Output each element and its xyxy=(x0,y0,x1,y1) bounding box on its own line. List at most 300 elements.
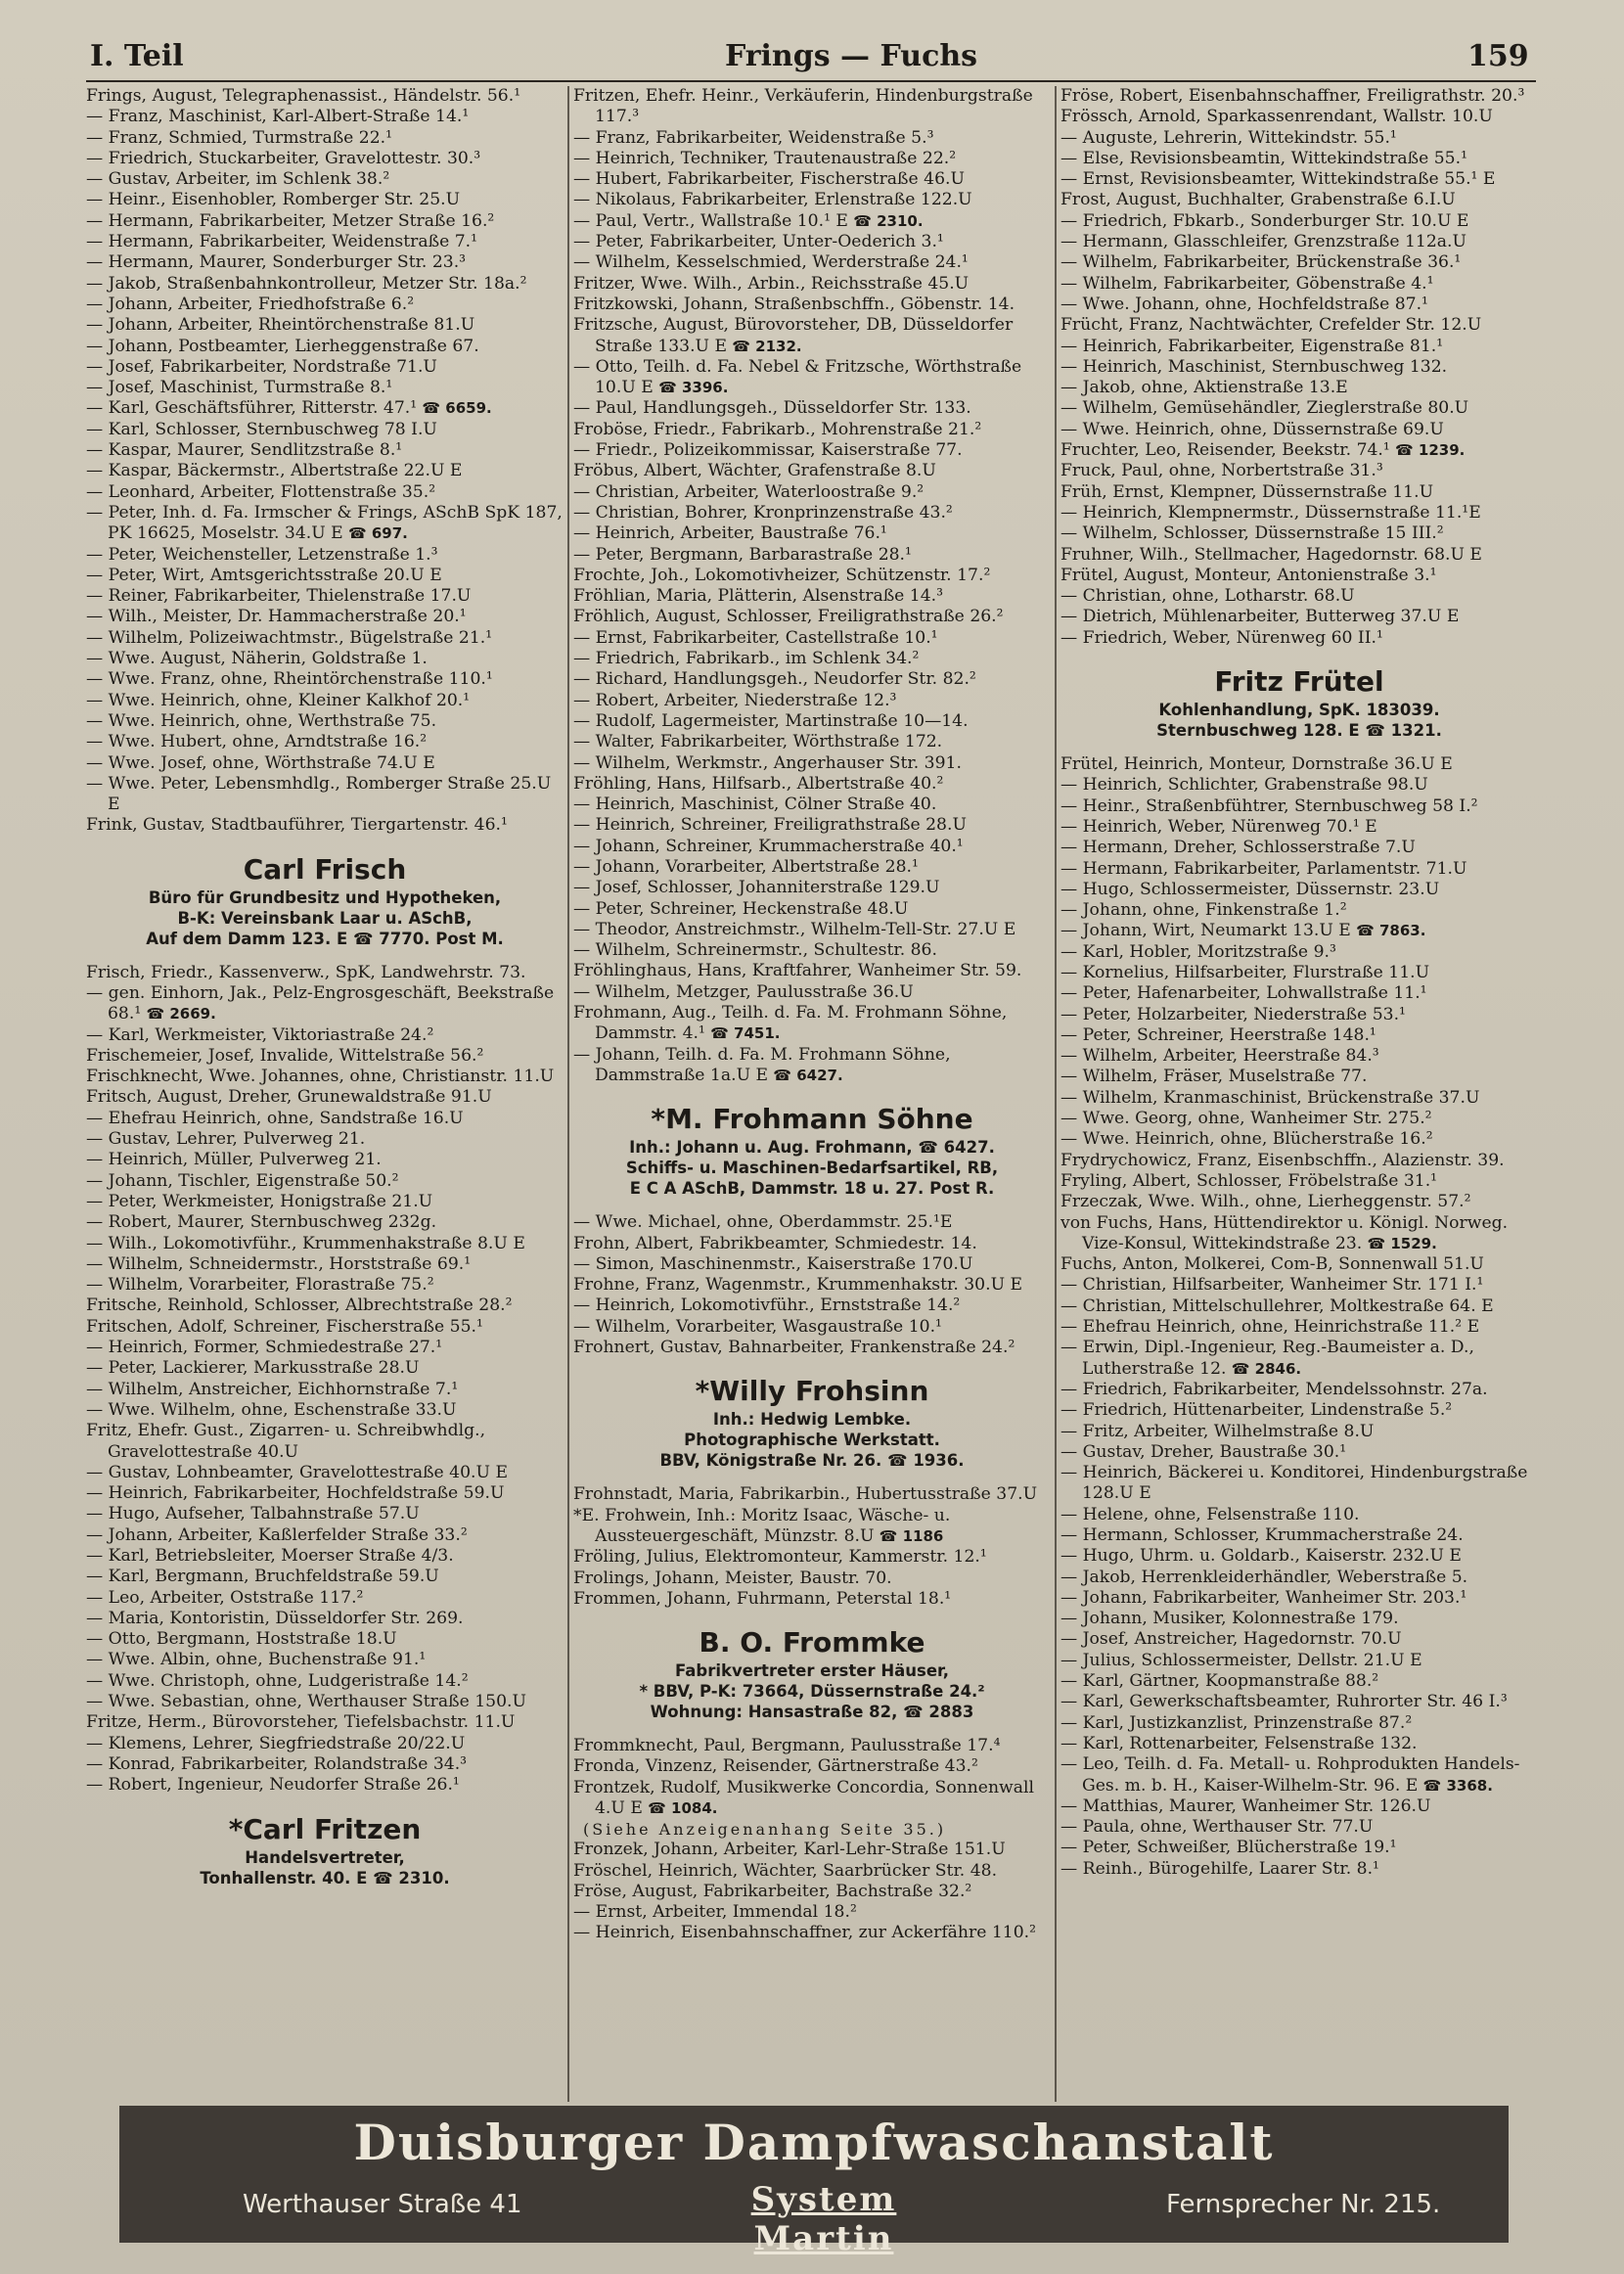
directory-entry xyxy=(1060,1754,1538,1796)
advertisement-box xyxy=(579,1625,1045,1722)
directory-entry xyxy=(573,128,1051,149)
entry-text: — Peter, Schweißer, Blücherstraße 19.¹ xyxy=(1060,1838,1397,1858)
directory-entry xyxy=(86,211,564,232)
directory-entry xyxy=(1060,566,1538,586)
entry-text: — Wilhelm, Vorarbeiter, Florastraße 75.² xyxy=(86,1275,434,1296)
directory-entry xyxy=(86,1483,564,1504)
directory-entry xyxy=(1060,1317,1538,1338)
entry-text: — Richard, Handlungsgeh., Neudorfer Str. 82.² xyxy=(573,669,976,690)
directory-entry xyxy=(86,963,564,983)
directory-entry xyxy=(573,1861,1051,1882)
directory-entry xyxy=(86,1192,564,1212)
column-divider xyxy=(567,86,569,2102)
directory-entry xyxy=(86,1629,564,1650)
directory-entry xyxy=(1060,838,1538,858)
directory-entry xyxy=(573,86,1051,128)
directory-entry xyxy=(86,274,564,295)
directory-entry xyxy=(86,378,564,398)
entry-text: Frütel, Heinrich, Monteur, Dornstraße 36.U E xyxy=(1060,754,1453,775)
entry-phone: ☎ 3368. xyxy=(1418,1776,1493,1795)
directory-entry xyxy=(1060,190,1538,210)
entry-text: — Franz, Fabrikarbeiter, Weidenstraße 5.³ xyxy=(573,127,934,148)
directory-entry xyxy=(1060,128,1538,149)
entry-text: — Wilhelm, Schreinermstr., Schultestr. 86. xyxy=(573,940,937,961)
directory-entry xyxy=(86,1067,564,1087)
entry-text: — Karl, Rottenarbeiter, Felsenstraße 132. xyxy=(1060,1733,1418,1753)
entry-text: — Heinrich, Maschinist, Cölner Straße 40. xyxy=(573,795,937,815)
entry-text: — Karl, Gärtner, Koopmanstraße 88.² xyxy=(1060,1671,1379,1692)
directory-entry xyxy=(86,1400,564,1421)
advertisement-box xyxy=(579,1374,1045,1471)
entry-text: — Hugo, Schlossermeister, Düssernstr. 23.U xyxy=(1060,879,1440,899)
directory-entry xyxy=(1060,1088,1538,1109)
entry-text: — Karl, Betriebsleiter, Moerser Straße 4/3. xyxy=(86,1546,454,1566)
directory-entry xyxy=(86,1254,564,1275)
entry-text: — Heinrich, Maschinist, Sternbuschweg 132. xyxy=(1060,356,1448,377)
directory-entry xyxy=(573,857,1051,878)
directory-entry xyxy=(1060,1213,1538,1255)
directory-entry xyxy=(86,1734,564,1754)
directory-entry xyxy=(573,440,1051,461)
directory-entry xyxy=(573,232,1051,252)
directory-entry xyxy=(1060,1275,1538,1296)
entry-text: Fritzen, Ehefr. Heinr., Verkäuferin, Hindenburgstraße 117.³ xyxy=(573,86,1033,127)
entry-text: Fruck, Paul, ohne, Norbertstraße 31.³ xyxy=(1060,461,1383,481)
entry-text: — Peter, Lackierer, Markusstraße 28.U xyxy=(86,1358,420,1379)
directory-entry xyxy=(1060,1692,1538,1712)
directory-entry xyxy=(1060,880,1538,900)
entry-text: — Wilhelm, Kesselschmied, Werderstraße 24.¹ xyxy=(573,252,969,273)
directory-entry xyxy=(1060,1651,1538,1671)
directory-entry xyxy=(573,732,1051,752)
directory-entry xyxy=(86,461,564,481)
directory-entry xyxy=(86,566,564,586)
directory-entry xyxy=(86,1212,564,1233)
directory-entry xyxy=(1060,1525,1538,1546)
directory-entry xyxy=(573,1506,1051,1548)
directory-entry xyxy=(86,649,564,669)
directory-entry xyxy=(1060,398,1538,419)
directory-entry xyxy=(1060,628,1538,649)
entry-text: — Ernst, Fabrikarbeiter, Castellstraße 10.¹ xyxy=(573,627,938,648)
entry-text: — Heinrich, Fabrikarbeiter, Hochfeldstraße 59.U xyxy=(86,1483,505,1504)
directory-entry xyxy=(86,1567,564,1587)
directory-entry xyxy=(573,899,1051,920)
entry-text: — Hermann, Maurer, Sonderburger Str. 23.³ xyxy=(86,252,467,273)
directory-entry xyxy=(86,503,564,545)
directory-entry xyxy=(1060,963,1538,983)
advertisement-line: B-K: Vereinsbank Laar u. ASchB, xyxy=(177,908,473,928)
advertisement-name: *Carl Fritzen xyxy=(228,1812,422,1845)
entry-text: — Johann, Teilh. d. Fa. M. Frohmann Söhne, Dammstraße 1a.U E xyxy=(573,1044,951,1085)
directory-entry xyxy=(86,1317,564,1338)
entry-text: Frzeczak, Wwe. Wilh., ohne, Lierheggenstr. 57.² xyxy=(1060,1192,1471,1212)
entry-text: — Heinrich, Bäckerei u. Konditorei, Hindenburgstraße 128.U E xyxy=(1060,1463,1528,1504)
entry-text: — Otto, Teilh. d. Fa. Nebel & Fritzsche, Wörthstraße 10.U E xyxy=(573,356,1022,398)
advertisement-name: Carl Frisch xyxy=(243,852,407,886)
entry-text: — Johann, Vorarbeiter, Albertstraße 28.¹ xyxy=(573,856,919,877)
advertisement-line: Kohlenhandlung, SpK. 183039. xyxy=(1158,701,1440,720)
advertisement-name: B. O. Frommke xyxy=(699,1626,925,1660)
entry-text: — Wilhelm, Kranmaschinist, Brückenstraße 37.U xyxy=(1060,1087,1480,1108)
directory-entry xyxy=(573,315,1051,357)
entry-text: — Wilhelm, Arbeiter, Heerstraße 84.³ xyxy=(1060,1046,1379,1067)
advertisement-box xyxy=(92,852,558,949)
directory-entry xyxy=(1060,461,1538,481)
entry-text: — Heinrich, Eisenbahnschaffner, zur Ackerfähre 110.² xyxy=(573,1923,1037,1943)
entry-text: Fritze, Herm., Bürovorsteher, Tiefelsbachstr. 11.U xyxy=(86,1712,516,1733)
directory-entry xyxy=(1060,252,1538,273)
directory-entry xyxy=(1060,1713,1538,1734)
entry-text: — Heinrich, Lokomotivführ., Ernststraße 14.² xyxy=(573,1296,961,1316)
directory-entry xyxy=(1060,523,1538,544)
directory-entry xyxy=(573,420,1051,440)
entry-text: — Karl, Hobler, Moritzstraße 9.³ xyxy=(1060,941,1336,962)
directory-entry xyxy=(1060,586,1538,607)
entry-text: — Matthias, Maurer, Wanheimer Str. 126.U xyxy=(1060,1796,1431,1816)
directory-entry xyxy=(1060,482,1538,503)
entry-phone: ☎ 1186 xyxy=(874,1526,944,1545)
directory-entry xyxy=(573,649,1051,669)
directory-entry xyxy=(1060,817,1538,838)
directory-entry xyxy=(1060,1046,1538,1067)
entry-text: — Wwe. Franz, ohne, Rheintörchenstraße 110.¹ xyxy=(86,669,493,690)
column-2 xyxy=(573,86,1051,2100)
directory-entry xyxy=(1060,1296,1538,1317)
entry-text: Frischemeier, Josef, Invalide, Wittelstraße 56.² xyxy=(86,1045,484,1066)
entry-text: — Wilhelm, Schneidermstr., Horststraße 69.¹ xyxy=(86,1253,472,1274)
directory-entry xyxy=(573,1756,1051,1777)
entry-text: Frydrychowicz, Franz, Eisenbschffn., Alazienstr. 39. xyxy=(1060,1150,1505,1170)
entry-text: — Heinrich, Schlichter, Grabenstraße 98.U xyxy=(1060,775,1428,796)
entry-text: Fröling, Julius, Elektromonteur, Kammerstr. 12.¹ xyxy=(573,1547,987,1568)
directory-entry xyxy=(573,398,1051,419)
entry-text: — Konrad, Fabrikarbeiter, Rolandstraße 34.³ xyxy=(86,1753,468,1774)
directory-entry xyxy=(86,337,564,357)
entry-text: — Wilhelm, Fabrikarbeiter, Brückenstraße 36.¹ xyxy=(1060,252,1462,273)
directory-entry xyxy=(1060,1588,1538,1609)
directory-entry xyxy=(1060,440,1538,461)
entry-text: Fronda, Vinzenz, Reisender, Gärtnerstraße 43.² xyxy=(573,1756,978,1777)
directory-entry xyxy=(86,1234,564,1254)
entry-text: — Josef, Schlosser, Johanniterstraße 129.U xyxy=(573,878,940,898)
directory-entry xyxy=(1060,1192,1538,1212)
directory-entry xyxy=(573,753,1051,774)
entry-text: — Heinr., Straßenbfühtrer, Sternbuschweg 58 I.² xyxy=(1060,796,1478,816)
entry-text: von Fuchs, Hans, Hüttendirektor u. Königl. Norweg. Vize-Konsul, Wittekindstraße 23. xyxy=(1060,1212,1509,1253)
entry-text: — Gustav, Lohnbeamter, Gravelottestraße 40.U E xyxy=(86,1462,509,1482)
entry-text: — Christian, ohne, Lotharstr. 68.U xyxy=(1060,586,1355,607)
directory-entry xyxy=(573,190,1051,210)
directory-entry xyxy=(86,86,564,107)
directory-entry xyxy=(573,795,1051,815)
entry-text: Frischknecht, Wwe. Johannes, ohne, Christianstr. 11.U xyxy=(86,1067,555,1087)
directory-entry xyxy=(86,753,564,774)
directory-entry xyxy=(1060,1400,1538,1421)
directory-entry xyxy=(86,1087,564,1108)
directory-entry xyxy=(1060,420,1538,440)
entry-text: — Peter, Holzarbeiter, Niederstraße 53.¹ xyxy=(1060,1004,1406,1024)
entry-text: Fritzer, Wwe. Wilh., Arbin., Reichsstraße 45.U xyxy=(573,273,970,294)
directory-entry xyxy=(1060,357,1538,378)
directory-entry xyxy=(86,295,564,315)
directory-entry xyxy=(1060,1109,1538,1129)
entry-text: — Heinrich, Former, Schmiedestraße 27.¹ xyxy=(86,1338,443,1358)
directory-entry xyxy=(1060,1817,1538,1838)
entry-text: Frolings, Johann, Meister, Baustr. 70. xyxy=(573,1568,892,1588)
directory-entry xyxy=(86,1025,564,1046)
directory-entry xyxy=(573,461,1051,481)
entry-text: — Karl, Schlosser, Sternbuschweg 78 I.U xyxy=(86,419,437,439)
entry-text: — Friedrich, Fabrikarbeiter, Mendelssohnstr. 27a. xyxy=(1060,1379,1488,1399)
entry-text: — Christian, Bohrer, Kronprinzenstraße 43.² xyxy=(573,502,953,523)
column-1 xyxy=(86,86,564,2100)
entry-text: — Peter, Fabrikarbeiter, Unter-Oederich 3.¹ xyxy=(573,232,944,252)
entry-text: Fryling, Albert, Schlosser, Fröbelstraße 31.¹ xyxy=(1060,1170,1438,1191)
entry-text: — Heinrich, Techniker, Trautenaustraße 22.² xyxy=(573,148,957,168)
directory-entry xyxy=(86,1150,564,1170)
directory-entry xyxy=(573,691,1051,711)
directory-entry xyxy=(86,1109,564,1129)
entry-text: — gen. Einhorn, Jak., Pelz-Engrosgeschäft, Beekstraße 68.¹ xyxy=(86,982,555,1024)
directory-entry xyxy=(573,566,1051,586)
entry-text: Fröbus, Albert, Wächter, Grafenstraße 8.U xyxy=(573,461,936,481)
entry-text: Fröschel, Heinrich, Wächter, Saarbrücker Str. 48. xyxy=(573,1860,998,1881)
entry-phone: ☎ 1529. xyxy=(1362,1234,1437,1252)
banner-system: System Martin xyxy=(750,2180,897,2258)
entry-text: — Wwe. Josef, ohne, Wörthstraße 74.U E xyxy=(86,752,435,773)
directory-entry xyxy=(1060,1838,1538,1858)
entry-text: — Heinrich, Klempnermstr., Düssernstraße 11.¹E xyxy=(1060,502,1481,523)
directory-entry xyxy=(1060,1338,1538,1380)
directory-entry xyxy=(1060,107,1538,127)
entry-text: — Wwe. Johann, ohne, Hochfeldstraße 87.¹ xyxy=(1060,294,1428,314)
entry-text: — Reinh., Bürogehilfe, Laarer Str. 8.¹ xyxy=(1060,1858,1379,1879)
entry-text: Frohne, Franz, Wagenmstr., Krummenhakstr. 30.U E xyxy=(573,1275,1023,1296)
directory-entry xyxy=(1060,1629,1538,1650)
directory-entry xyxy=(86,169,564,190)
directory-entry xyxy=(86,1525,564,1546)
directory-entry xyxy=(1060,796,1538,817)
entry-text: — Friedrich, Fbkarb., Sonderburger Str. 10.U E xyxy=(1060,210,1469,231)
entry-phone: ☎ 2846. xyxy=(1226,1359,1302,1378)
entry-text: — Jakob, ohne, Aktienstraße 13.E xyxy=(1060,378,1348,398)
entry-text: — Walter, Fabrikarbeiter, Wörthstraße 172. xyxy=(573,732,943,752)
directory-entry xyxy=(573,837,1051,857)
entry-text: — Gustav, Lehrer, Pulverweg 21. xyxy=(86,1129,366,1150)
directory-entry xyxy=(86,1275,564,1296)
directory-entry xyxy=(1060,1171,1538,1192)
directory-entry xyxy=(1060,1442,1538,1463)
entry-text: — Johann, Arbeiter, Friedhofstraße 6.² xyxy=(86,294,415,314)
entry-text: — Wilhelm, Werkmstr., Angerhauser Str. 391. xyxy=(573,752,962,773)
directory-entry xyxy=(1060,274,1538,295)
directory-entry xyxy=(573,1736,1051,1756)
banner-phone: Fernsprecher Nr. 215. xyxy=(1166,2190,1441,2219)
directory-entry xyxy=(86,628,564,649)
directory-entry xyxy=(86,232,564,252)
entry-text: — Hubert, Fabrikarbeiter, Fischerstraße 46.U xyxy=(573,169,965,190)
entry-text: — Wwe. August, Näherin, Goldstraße 1. xyxy=(86,649,428,669)
entry-phone: ☎ 7863. xyxy=(1350,922,1426,940)
directory-entry xyxy=(86,1546,564,1567)
entry-text: — Hugo, Uhrm. u. Goldarb., Kaiserstr. 232.U E xyxy=(1060,1546,1462,1567)
directory-entry xyxy=(1060,942,1538,963)
entry-text: Frink, Gustav, Stadtbauführer, Tiergartenstr. 46.¹ xyxy=(86,815,508,836)
directory-entry xyxy=(573,1547,1051,1568)
entry-text: — Karl, Werkmeister, Viktoriastraße 24.² xyxy=(86,1024,434,1045)
banner-title: Duisburger Dampfwaschanstalt xyxy=(353,2114,1275,2171)
entry-text: — Paul, Handlungsgeh., Düsseldorfer Str. 133. xyxy=(573,398,971,419)
directory-entry xyxy=(86,815,564,836)
directory-entry xyxy=(1060,1796,1538,1817)
entry-text: — Johann, Musiker, Kolonnestraße 179. xyxy=(1060,1609,1399,1629)
entry-text: — Wilhelm, Metzger, Paulusstraße 36.U xyxy=(573,981,914,1002)
directory-entry xyxy=(1060,232,1538,252)
entry-text: — Peter, Hafenarbeiter, Lohwallstraße 11.¹ xyxy=(1060,983,1427,1004)
directory-entry xyxy=(86,1380,564,1400)
entry-text: — Nikolaus, Fabrikarbeiter, Erlenstraße 122.U xyxy=(573,190,972,210)
entry-text: Fritsch, August, Dreher, Grunewaldstraße 91.U xyxy=(86,1087,492,1108)
entry-text: — Johann, ohne, Finkenstraße 1.² xyxy=(1060,900,1347,921)
entry-text: Fronzek, Johann, Arbeiter, Karl-Lehr-Straße 151.U xyxy=(573,1840,1006,1860)
entry-text: Fritz, Ehefr. Gust., Zigarren- u. Schreibwhdlg., Gravelottestraße 40.U xyxy=(86,1421,486,1462)
directory-entry xyxy=(573,482,1051,503)
advertisement-line: Wohnung: Hansastraße 82, ☎ 2883 xyxy=(650,1703,974,1722)
directory-entry xyxy=(573,211,1051,232)
entry-text: Frings, August, Telegraphenassist., Händelstr. 56.¹ xyxy=(86,86,521,106)
directory-entry xyxy=(573,586,1051,607)
entry-text: — Leo, Arbeiter, Oststraße 117.² xyxy=(86,1587,364,1608)
entry-text: — Rudolf, Lagermeister, Martinstraße 10—14. xyxy=(573,710,969,731)
entry-text: — Else, Revisionsbeamtin, Wittekindstraße 55.¹ xyxy=(1060,148,1467,168)
entry-text: — Wwe. Heinrich, ohne, Kleiner Kalkhof 20.¹ xyxy=(86,690,471,710)
entry-text: — Friedrich, Stuckarbeiter, Gravelottestr. 30.³ xyxy=(86,148,481,168)
directory-entry xyxy=(573,1589,1051,1610)
directory-entry xyxy=(86,357,564,378)
entry-text: — Heinrich, Arbeiter, Baustraße 76.¹ xyxy=(573,523,887,544)
entry-text: — Peter, Inh. d. Fa. Irmscher & Frings, ASchB SpK 187, PK 16625, Moselstr. 34.U E xyxy=(86,502,563,544)
entry-text: — Reiner, Fabrikarbeiter, Thielenstraße 17.U xyxy=(86,586,472,607)
entry-text: Fritsche, Reinhold, Schlosser, Albrechtstraße 28.² xyxy=(86,1296,513,1316)
entry-text: — Simon, Maschinenmstr., Kaiserstraße 170.U xyxy=(573,1253,973,1274)
reference-note: (Siehe Anzeigenanhang Seite 35.) xyxy=(583,1820,947,1840)
entry-text: — Peter, Bergmann, Barbarastraße 28.¹ xyxy=(573,544,912,565)
entry-text: — Theodor, Anstreichmstr., Wilhelm-Tell-Str. 27.U E xyxy=(573,919,1016,939)
directory-entry xyxy=(86,128,564,149)
entry-text: — Heinrich, Müller, Pulverweg 21. xyxy=(86,1150,382,1170)
entry-text: — Hermann, Glasschleifer, Grenzstraße 112a.U xyxy=(1060,232,1466,252)
entry-text: — Wwe. Heinrich, ohne, Blücherstraße 16.² xyxy=(1060,1129,1433,1150)
directory-entry xyxy=(86,482,564,503)
directory-entry xyxy=(573,1045,1051,1087)
directory-entry xyxy=(1060,1671,1538,1692)
directory-entry xyxy=(1060,921,1538,941)
entry-text: — Maria, Kontoristin, Düsseldorfer Str. 269. xyxy=(86,1608,464,1628)
entry-text: — Wwe. Albin, ohne, Buchenstraße 91.¹ xyxy=(86,1650,427,1670)
entry-text: — Franz, Maschinist, Karl-Albert-Straße 14.¹ xyxy=(86,107,470,127)
entry-text: Frontzek, Rudolf, Musikwerke Concordia, Sonnenwall 4.U E xyxy=(573,1777,1035,1818)
directory-entry xyxy=(86,1358,564,1379)
directory-entry xyxy=(86,1650,564,1670)
directory-entry xyxy=(1060,1463,1538,1505)
directory-entry xyxy=(1060,1025,1538,1046)
entry-phone: ☎ 7451. xyxy=(704,1024,781,1043)
directory-entry xyxy=(573,149,1051,169)
entry-text: — Dietrich, Mühlenarbeiter, Butterweg 37.U E xyxy=(1060,607,1460,627)
advertisement-box xyxy=(579,1102,1045,1199)
entry-text: — Otto, Bergmann, Hoststraße 18.U xyxy=(86,1629,397,1650)
entry-text: — Karl, Justizkanzlist, Prinzenstraße 87.² xyxy=(1060,1712,1413,1733)
entry-phone: ☎ 3396. xyxy=(653,379,729,397)
entry-text: Froböse, Friedr., Fabrikarb., Mohrenstraße 21.² xyxy=(573,419,982,439)
entry-text: — Wilhelm, Gemüsehändler, Zieglerstraße 80.U xyxy=(1060,398,1469,419)
entry-text: — Wwe. Sebastian, ohne, Werthauser Straße 150.U xyxy=(86,1692,527,1712)
directory-entry xyxy=(573,274,1051,295)
directory-entry xyxy=(573,774,1051,795)
entry-text: Frohnert, Gustav, Bahnarbeiter, Frankenstraße 24.² xyxy=(573,1338,1015,1358)
entry-phone: ☎ 697. xyxy=(342,524,408,543)
directory-entry xyxy=(86,1775,564,1796)
directory-entry xyxy=(86,440,564,461)
advertisement-line: Inh.: Johann u. Aug. Frohmann, ☎ 6427. xyxy=(629,1138,995,1158)
directory-entry xyxy=(86,1754,564,1775)
entry-text: Frisch, Friedr., Kassenverw., SpK, Landwehrstr. 73. xyxy=(86,962,526,982)
entry-phone: ☎ 2310. xyxy=(847,211,924,230)
directory-entry xyxy=(1060,169,1538,190)
directory-entry xyxy=(1060,545,1538,566)
entry-text: — Friedrich, Hüttenarbeiter, Lindenstraße 5.² xyxy=(1060,1400,1453,1421)
entry-text: — Friedrich, Weber, Nürenweg 60 II.¹ xyxy=(1060,627,1383,648)
directory-entry xyxy=(573,1338,1051,1358)
entry-text: Fuchs, Anton, Molkerei, Com-B, Sonnenwall 51.U xyxy=(1060,1254,1484,1275)
entry-text: — Peter, Weichensteller, Letzenstraße 1.³ xyxy=(86,544,438,565)
entry-text: *E. Frohwein, Inh.: Moritz Isaac, Wäsche- u. Aussteuergeschäft, Münzstr. 8.U xyxy=(573,1505,951,1546)
directory-entry xyxy=(573,1902,1051,1923)
directory-entry xyxy=(1060,295,1538,315)
entry-text: Frohmann, Aug., Teilh. d. Fa. M. Frohmann Söhne, Dammstr. 4.¹ xyxy=(573,1003,1008,1044)
entry-text: — Heinrich, Weber, Nürenweg 70.¹ E xyxy=(1060,816,1377,837)
directory-entry xyxy=(573,295,1051,315)
entry-text: Fritschen, Adolf, Schreiner, Fischerstraße 55.¹ xyxy=(86,1316,483,1337)
directory-entry xyxy=(573,815,1051,836)
entry-text: — Paula, ohne, Werthauser Str. 77.U xyxy=(1060,1817,1374,1838)
directory-entry xyxy=(1060,378,1538,398)
directory-entry xyxy=(1060,775,1538,796)
directory-entry xyxy=(86,1421,564,1463)
directory-entry xyxy=(86,107,564,127)
directory-entry xyxy=(573,503,1051,523)
directory-entry xyxy=(573,1569,1051,1589)
entry-text: Fruchter, Leo, Reisender, Beekstr. 74.¹ xyxy=(1060,440,1390,461)
entry-text: — Johann, Arbeiter, Rheintörchenstraße 81.U xyxy=(86,315,475,336)
directory-entry xyxy=(86,1338,564,1358)
entry-text: Frochte, Joh., Lokomotivheizer, Schützenstr. 17.² xyxy=(573,565,991,585)
entry-text: — Christian, Arbeiter, Waterloostraße 9.² xyxy=(573,481,925,502)
entry-text: Frost, August, Buchhalter, Grabenstraße 6.I.U xyxy=(1060,190,1456,210)
advertisement-line: E C A ASchB, Dammstr. 18 u. 27. Post R. xyxy=(629,1179,995,1199)
directory-entry xyxy=(86,190,564,210)
directory-entry xyxy=(1060,1546,1538,1567)
page-running-title: Frings — Fuchs xyxy=(724,39,978,73)
directory-entry xyxy=(86,1609,564,1629)
directory-entry xyxy=(86,669,564,690)
entry-text: — Robert, Ingenieur, Neudorfer Straße 26.¹ xyxy=(86,1775,460,1796)
entry-phone: ☎ 6427. xyxy=(768,1066,843,1084)
entry-text: — Josef, Anstreicher, Hagedornstr. 70.U xyxy=(1060,1629,1402,1650)
entry-text: — Ernst, Arbeiter, Immendal 18.² xyxy=(573,1902,857,1923)
directory-entry xyxy=(86,398,564,419)
